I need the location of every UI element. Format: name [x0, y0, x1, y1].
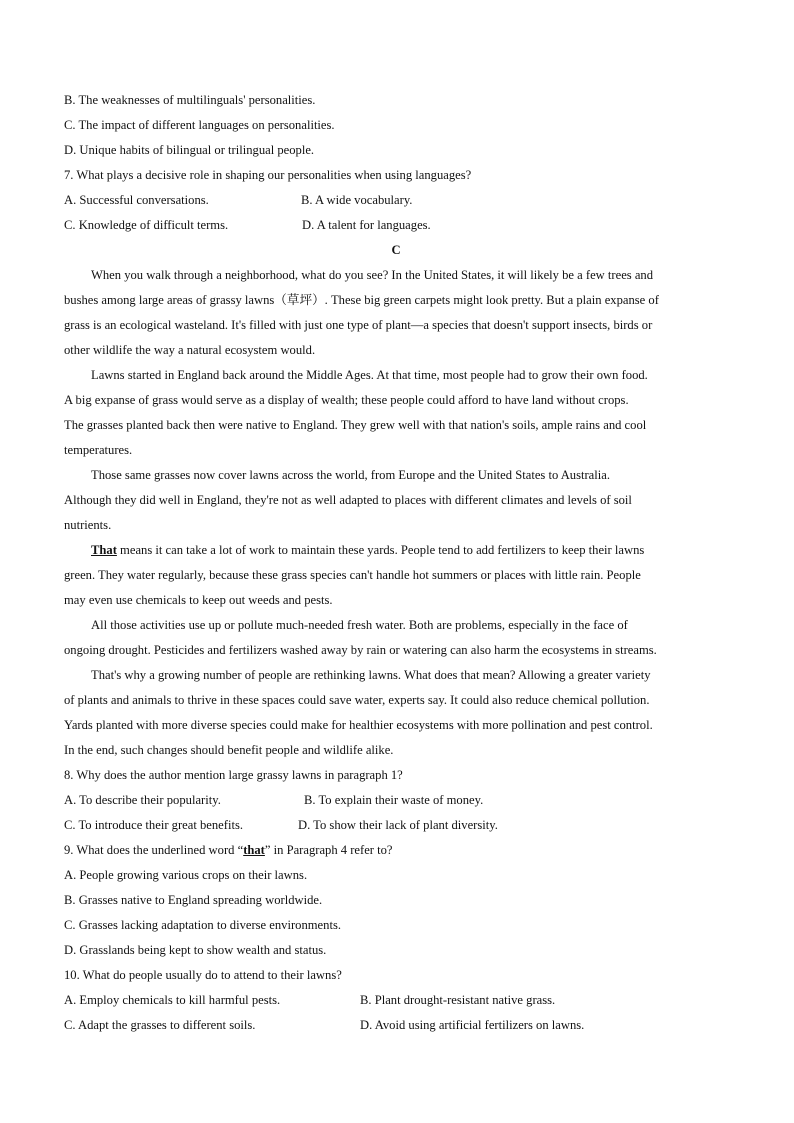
q9-stem-before: 9. What does the underlined word “ — [64, 843, 244, 857]
p3-line: Although they did well in England, they're not as well adapted to places with different climates and levels of soil — [64, 493, 632, 507]
q7-stem: 7. What plays a decisive role in shaping our personalities when using languages? — [64, 168, 472, 182]
paragraph-1 — [64, 263, 728, 363]
page-content — [64, 88, 728, 1038]
paragraph-4 — [64, 538, 728, 613]
q8-option-c: C. To introduce their great benefits. — [64, 818, 243, 832]
q10-option-d: D. Avoid using artificial fertilizers on lawns. — [360, 1018, 585, 1032]
q8-option-b: B. To explain their waste of money. — [304, 793, 484, 807]
q7-option-d: D. A talent for languages. — [302, 218, 431, 232]
p5-line: ongoing drought. Pesticides and fertilizers washed away by rain or watering can also harm the ecosystems in streams. — [64, 643, 657, 657]
p4-line-rest: means it can take a lot of work to maintain these yards. People tend to add fertilizers to keep their lawns — [116, 543, 645, 557]
q7-option-b: B. A wide vocabulary. — [301, 193, 413, 207]
q8-option-a: A. To describe their popularity. — [64, 793, 221, 807]
q8-stem: 8. Why does the author mention large grassy lawns in paragraph 1? — [64, 768, 403, 782]
q8-options-row-2 — [64, 813, 728, 838]
q7-option-a: A. Successful conversations. — [64, 193, 209, 207]
underlined-word-that: That — [91, 543, 117, 557]
q7-options-row-1 — [64, 188, 728, 213]
p1-line: When you walk through a neighborhood, what do you see? In the United States, it will likely be a few trees and — [91, 268, 654, 282]
q9-stem — [64, 838, 728, 863]
q10-option-c: C. Adapt the grasses to different soils. — [64, 1018, 256, 1032]
q10-option-a: A. Employ chemicals to kill harmful pests. — [64, 993, 281, 1007]
paragraph-6 — [64, 663, 728, 763]
p3-line: Those same grasses now cover lawns across the world, from Europe and the United States to Australia. — [91, 468, 611, 482]
p6-line: Yards planted with more diverse species could make for healthier ecosystems with more pollination and pest control. — [64, 718, 653, 732]
p2-line: A big expanse of grass would serve as a display of wealth; these people could afford to have land without crops. — [64, 393, 629, 407]
q10-option-b: B. Plant drought-resistant native grass. — [360, 993, 556, 1007]
q6-option-c: C. The impact of different languages on personalities. — [64, 118, 335, 132]
q8-options-row-1 — [64, 788, 728, 813]
p6-line: of plants and animals to thrive in these spaces could save water, experts say. It could also reduce chemical pollution. — [64, 693, 650, 707]
q10-stem: 10. What do people usually do to attend to their lawns? — [64, 968, 342, 982]
q6-option-d: D. Unique habits of bilingual or trilingual people. — [64, 143, 315, 157]
p4-line — [64, 538, 728, 563]
q8-option-d: D. To show their lack of plant diversity. — [298, 818, 498, 832]
q9-option-b: B. Grasses native to England spreading worldwide. — [64, 893, 323, 907]
p2-line: The grasses planted back then were native to England. They grew well with that nation's soils, ample rains and cool — [64, 418, 647, 432]
p4-line: may even use chemicals to keep out weeds and pests. — [64, 593, 333, 607]
paragraph-3 — [64, 463, 728, 538]
q9-option-c: C. Grasses lacking adaptation to diverse environments. — [64, 918, 341, 932]
q9-option-a: A. People growing various crops on their lawns. — [64, 868, 308, 882]
q6-option-b: B. The weaknesses of multilinguals' personalities. — [64, 93, 316, 107]
p6-line: That's why a growing number of people are rethinking lawns. What does that mean? Allowing a greater variety — [91, 668, 651, 682]
q10-options-row-2 — [64, 1013, 728, 1038]
q9-stem-after: ” in Paragraph 4 refer to? — [264, 843, 393, 857]
p6-line: In the end, such changes should benefit people and wildlife alike. — [64, 743, 394, 757]
q7-option-c: C. Knowledge of difficult terms. — [64, 218, 229, 232]
q7-options-row-2 — [64, 213, 728, 238]
p1-line: grass is an ecological wasteland. It's filled with just one type of plant—a species that doesn't support insects, birds or — [64, 318, 653, 332]
q10-options-row-1 — [64, 988, 728, 1013]
p1-line: other wildlife the way a natural ecosystem would. — [64, 343, 316, 357]
p2-line: Lawns started in England back around the Middle Ages. At that time, most people had to grow their own food. — [91, 368, 648, 382]
section-label: C — [391, 243, 401, 257]
p1-line: bushes among large areas of grassy lawns（草坪）. These big green carpets might look pretty. But a plain expanse of — [64, 293, 659, 307]
q9-underlined-word: that — [243, 843, 265, 857]
p4-line: green. They water regularly, because these grass species can't handle hot summers or places with little rain. People — [64, 568, 641, 582]
p3-line: nutrients. — [64, 518, 112, 532]
q9-option-d: D. Grasslands being kept to show wealth and status. — [64, 943, 327, 957]
p5-line: All those activities use up or pollute much-needed fresh water. Both are problems, especially in the face of — [91, 618, 628, 632]
paragraph-2 — [64, 363, 728, 463]
p2-line: temperatures. — [64, 443, 133, 457]
paragraph-5 — [64, 613, 728, 663]
